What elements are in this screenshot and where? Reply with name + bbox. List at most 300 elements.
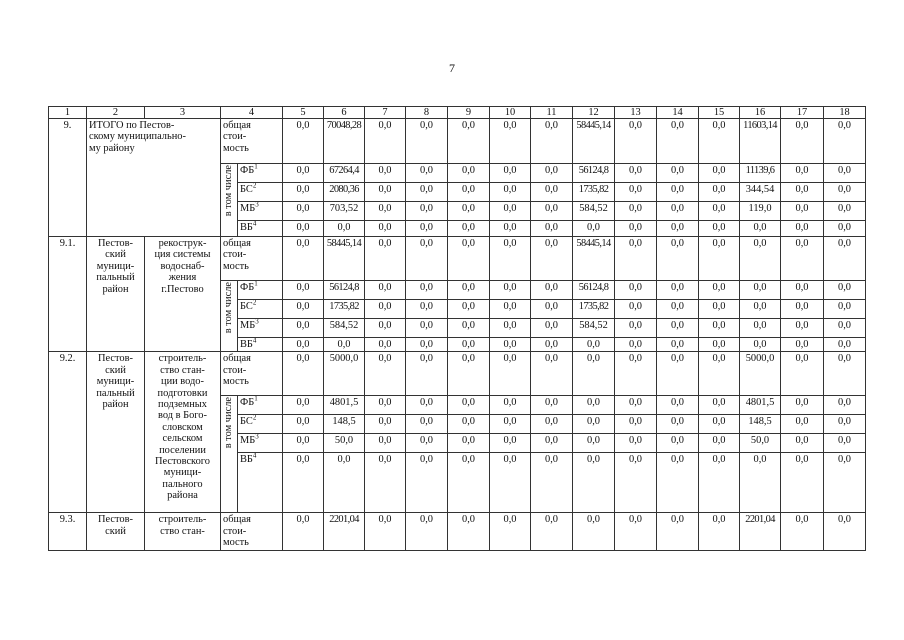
funding-value: 50,0 <box>324 434 365 453</box>
funding-value: 0,0 <box>824 434 866 453</box>
total-cost-value: 0,0 <box>824 352 866 396</box>
column-header: 13 <box>615 107 657 119</box>
funding-code-text: БС <box>240 416 253 428</box>
funding-value: 0,0 <box>365 453 406 513</box>
total-cost-value: 0,0 <box>699 119 740 164</box>
column-header: 14 <box>657 107 699 119</box>
funding-value: 0,0 <box>448 319 490 338</box>
funding-value: 0,0 <box>448 338 490 352</box>
block-9-3-total-row <box>49 513 866 550</box>
funding-value: 0,0 <box>699 202 740 221</box>
funding-value: 0,0 <box>283 396 324 415</box>
funding-value: 584,52 <box>573 202 615 221</box>
total-cost-value: 0,0 <box>824 513 866 550</box>
funding-value: 0,0 <box>699 319 740 338</box>
funding-value: 0,0 <box>324 338 365 352</box>
funding-value: 0,0 <box>490 453 531 513</box>
funding-value: 0,0 <box>490 164 531 183</box>
funding-value: 0,0 <box>824 202 866 221</box>
funding-value: 0,0 <box>615 281 657 300</box>
funding-value: 0,0 <box>283 338 324 352</box>
funding-value: 0,0 <box>531 183 573 202</box>
funding-value: 0,0 <box>781 281 824 300</box>
funding-code-text: ВБ <box>240 454 253 466</box>
funding-source-code <box>238 434 283 453</box>
column-header: 11 <box>531 107 573 119</box>
funding-source-code <box>238 221 283 237</box>
district-name: Пестов- ский муници- пальный район <box>87 352 145 513</box>
total-cost-value: 0,0 <box>406 237 448 281</box>
funding-value: 0,0 <box>448 300 490 319</box>
column-header: 7 <box>365 107 406 119</box>
total-cost-value: 0,0 <box>824 119 866 164</box>
funding-value: 0,0 <box>324 453 365 513</box>
funding-value: 0,0 <box>406 183 448 202</box>
total-cost-value: 0,0 <box>781 352 824 396</box>
funding-value: 0,0 <box>283 183 324 202</box>
funding-value: 0,0 <box>448 415 490 434</box>
funding-value: 0,0 <box>324 221 365 237</box>
total-cost-value: 0,0 <box>824 237 866 281</box>
funding-value: 0,0 <box>824 319 866 338</box>
funding-value: 0,0 <box>531 415 573 434</box>
funding-value: 0,0 <box>781 415 824 434</box>
header-row <box>49 107 866 119</box>
total-cost-value: 58445,14 <box>324 237 365 281</box>
funding-code-footnote: 4 <box>252 220 257 228</box>
total-cost-value: 0,0 <box>490 237 531 281</box>
funding-value: 0,0 <box>365 396 406 415</box>
funding-value: 0,0 <box>824 300 866 319</box>
including-text: в том числе <box>223 282 235 334</box>
funding-value: 0,0 <box>615 338 657 352</box>
total-cost-value: 0,0 <box>531 513 573 550</box>
funding-value: 0,0 <box>615 415 657 434</box>
total-cost-value: 0,0 <box>573 352 615 396</box>
funding-source-code <box>238 396 283 415</box>
funding-value: 0,0 <box>699 281 740 300</box>
funding-value: 0,0 <box>490 415 531 434</box>
funding-value: 0,0 <box>573 221 615 237</box>
funding-code-footnote: 1 <box>254 163 258 171</box>
funding-value: 0,0 <box>781 221 824 237</box>
funding-value: 0,0 <box>573 434 615 453</box>
funding-value: 0,0 <box>781 338 824 352</box>
column-header: 17 <box>781 107 824 119</box>
funding-value: 0,0 <box>824 164 866 183</box>
funding-code-text: МБ <box>240 320 256 331</box>
total-cost-value: 0,0 <box>531 119 573 164</box>
funding-value: 0,0 <box>448 453 490 513</box>
funding-source-code <box>238 164 283 183</box>
row-number: 9. <box>49 119 87 237</box>
funding-value: 0,0 <box>448 221 490 237</box>
funding-value: 0,0 <box>657 338 699 352</box>
funding-value: 0,0 <box>657 415 699 434</box>
funding-value: 50,0 <box>740 434 781 453</box>
total-cost-value: 0,0 <box>781 237 824 281</box>
funding-value: 0,0 <box>740 338 781 352</box>
funding-code-text: ФБ <box>240 165 255 176</box>
funding-value: 0,0 <box>531 202 573 221</box>
funding-value: 0,0 <box>531 164 573 183</box>
block-9-2-total-row <box>49 352 866 396</box>
funding-code-footnote: 3 <box>255 433 259 441</box>
total-cost-value: 0,0 <box>615 119 657 164</box>
funding-value: 0,0 <box>490 281 531 300</box>
total-cost-value: 0,0 <box>699 513 740 550</box>
funding-value: 0,0 <box>699 434 740 453</box>
funding-value: 56124,8 <box>573 164 615 183</box>
funding-value: 0,0 <box>490 202 531 221</box>
funding-value: 584,52 <box>324 319 365 338</box>
funding-value: 0,0 <box>824 221 866 237</box>
funding-value: 148,5 <box>324 415 365 434</box>
funding-value: 0,0 <box>490 434 531 453</box>
funding-value: 0,0 <box>657 319 699 338</box>
including-text: в том числе <box>223 165 235 217</box>
funding-code-text: МБ <box>240 203 256 214</box>
funding-value: 0,0 <box>824 338 866 352</box>
column-header: 15 <box>699 107 740 119</box>
funding-value: 0,0 <box>365 319 406 338</box>
funding-value: 0,0 <box>615 434 657 453</box>
funding-value: 0,0 <box>824 281 866 300</box>
funding-value: 0,0 <box>699 164 740 183</box>
funding-code-footnote: 2 <box>252 299 257 307</box>
column-header: 16 <box>740 107 781 119</box>
funding-value: 0,0 <box>490 396 531 415</box>
funding-value: 0,0 <box>448 281 490 300</box>
total-cost-value: 0,0 <box>531 352 573 396</box>
total-cost-value: 0,0 <box>657 119 699 164</box>
funding-value: 0,0 <box>365 338 406 352</box>
funding-value: 2080,36 <box>324 183 365 202</box>
funding-code-footnote: 4 <box>252 337 257 345</box>
total-cost-value: 0,0 <box>365 119 406 164</box>
funding-value: 0,0 <box>406 396 448 415</box>
funding-code-text: ВБ <box>240 339 253 350</box>
funding-value: 0,0 <box>406 453 448 513</box>
funding-value: 0,0 <box>699 415 740 434</box>
funding-value: 0,0 <box>781 183 824 202</box>
funding-code-footnote: 2 <box>252 182 257 190</box>
funding-value: 0,0 <box>448 202 490 221</box>
funding-value: 0,0 <box>406 319 448 338</box>
total-cost-value: 0,0 <box>448 513 490 550</box>
column-header: 10 <box>490 107 531 119</box>
total-cost-value: 0,0 <box>615 352 657 396</box>
total-cost-value: 0,0 <box>490 513 531 550</box>
funding-code-text: МБ <box>240 435 256 447</box>
total-cost-value: 0,0 <box>448 119 490 164</box>
funding-value: 0,0 <box>657 434 699 453</box>
funding-value: 0,0 <box>615 453 657 513</box>
total-cost-value: 0,0 <box>699 352 740 396</box>
funding-value: 0,0 <box>781 300 824 319</box>
total-cost-value: 0,0 <box>365 237 406 281</box>
total-cost-label: общая стои- мость <box>221 513 283 550</box>
funding-value: 0,0 <box>781 202 824 221</box>
funding-value: 0,0 <box>406 221 448 237</box>
total-cost-value: 0,0 <box>406 119 448 164</box>
total-cost-value: 0,0 <box>781 119 824 164</box>
funding-value: 0,0 <box>824 415 866 434</box>
funding-code-footnote: 4 <box>252 452 257 460</box>
funding-value: 0,0 <box>781 164 824 183</box>
funding-code-text: БС <box>240 301 253 312</box>
total-cost-value: 0,0 <box>283 119 324 164</box>
funding-value: 0,0 <box>406 415 448 434</box>
funding-value: 0,0 <box>699 338 740 352</box>
funding-value: 0,0 <box>531 434 573 453</box>
funding-code-footnote: 3 <box>255 318 259 326</box>
page-number: 7 <box>449 61 455 75</box>
including-label <box>221 164 238 237</box>
funding-value: 0,0 <box>531 319 573 338</box>
funding-value: 0,0 <box>615 396 657 415</box>
total-cost-value: 0,0 <box>740 237 781 281</box>
funding-value: 4801,5 <box>324 396 365 415</box>
funding-value: 0,0 <box>448 434 490 453</box>
total-cost-value: 0,0 <box>283 352 324 396</box>
total-cost-value: 0,0 <box>365 352 406 396</box>
district-name: ИТОГО по Пестов- скому муниципально- му району <box>87 119 221 237</box>
funding-value: 0,0 <box>657 164 699 183</box>
funding-code-text: ФБ <box>240 397 255 409</box>
district-name: Пестов- ский <box>87 513 145 550</box>
funding-value: 11139,6 <box>740 164 781 183</box>
funding-value: 0,0 <box>448 183 490 202</box>
funding-value: 0,0 <box>406 202 448 221</box>
total-cost-value: 11603,14 <box>740 119 781 164</box>
funding-value: 0,0 <box>283 415 324 434</box>
total-cost-value: 5000,0 <box>740 352 781 396</box>
funding-value: 0,0 <box>448 396 490 415</box>
funding-value: 0,0 <box>448 164 490 183</box>
column-header: 4 <box>221 107 283 119</box>
funding-value: 0,0 <box>531 281 573 300</box>
total-cost-value: 0,0 <box>406 513 448 550</box>
total-cost-value: 0,0 <box>615 237 657 281</box>
including-label <box>221 281 238 352</box>
funding-value: 0,0 <box>615 202 657 221</box>
funding-value: 0,0 <box>699 221 740 237</box>
funding-value: 344,54 <box>740 183 781 202</box>
funding-value: 0,0 <box>699 453 740 513</box>
funding-source-code <box>238 338 283 352</box>
funding-value: 4801,5 <box>740 396 781 415</box>
funding-code-footnote: 1 <box>254 395 258 403</box>
object-description: строитель- ство стан- ции водо- подготовки подземных вод в Бого- словском сельском поселении Пестовского муници- пального района <box>145 352 221 513</box>
funding-source-code <box>238 415 283 434</box>
funding-value: 148,5 <box>740 415 781 434</box>
funding-value: 0,0 <box>365 221 406 237</box>
total-cost-value: 0,0 <box>490 352 531 396</box>
column-header: 8 <box>406 107 448 119</box>
funding-value: 0,0 <box>531 300 573 319</box>
funding-value: 0,0 <box>699 300 740 319</box>
funding-value: 0,0 <box>283 221 324 237</box>
funding-value: 0,0 <box>781 434 824 453</box>
funding-value: 0,0 <box>490 221 531 237</box>
total-cost-value: 0,0 <box>657 352 699 396</box>
funding-code-footnote: 1 <box>254 280 258 288</box>
total-cost-label: общая стои- мость <box>221 119 283 164</box>
including-label <box>221 396 238 513</box>
funding-value: 0,0 <box>740 221 781 237</box>
column-header: 12 <box>573 107 615 119</box>
funding-value: 0,0 <box>531 453 573 513</box>
funding-value: 56124,8 <box>573 281 615 300</box>
funding-value: 0,0 <box>406 434 448 453</box>
funding-value: 0,0 <box>615 164 657 183</box>
funding-value: 0,0 <box>283 319 324 338</box>
total-cost-label: общая стои- мость <box>221 237 283 281</box>
funding-value: 0,0 <box>365 164 406 183</box>
funding-value: 0,0 <box>615 300 657 319</box>
funding-source-code <box>238 300 283 319</box>
funding-value: 0,0 <box>657 396 699 415</box>
funding-value: 0,0 <box>365 434 406 453</box>
column-header: 1 <box>49 107 87 119</box>
total-cost-value: 70048,28 <box>324 119 365 164</box>
funding-value: 0,0 <box>573 453 615 513</box>
funding-value: 0,0 <box>740 300 781 319</box>
column-header: 18 <box>824 107 866 119</box>
funding-value: 0,0 <box>283 300 324 319</box>
funding-value: 119,0 <box>740 202 781 221</box>
funding-value: 584,52 <box>573 319 615 338</box>
column-header: 2 <box>87 107 145 119</box>
funding-value: 0,0 <box>406 338 448 352</box>
funding-code-text: ВБ <box>240 222 253 233</box>
funding-value: 0,0 <box>615 183 657 202</box>
funding-value: 0,0 <box>824 396 866 415</box>
funding-value: 0,0 <box>365 281 406 300</box>
funding-source-code <box>238 319 283 338</box>
funding-value: 0,0 <box>573 415 615 434</box>
total-cost-value: 0,0 <box>448 352 490 396</box>
funding-value: 1735,82 <box>324 300 365 319</box>
funding-value: 0,0 <box>740 453 781 513</box>
total-cost-value: 0,0 <box>531 237 573 281</box>
funding-value: 0,0 <box>490 183 531 202</box>
funding-value: 0,0 <box>283 434 324 453</box>
row-number: 9.3. <box>49 513 87 550</box>
column-header: 5 <box>283 107 324 119</box>
total-cost-value: 2201,04 <box>740 513 781 550</box>
funding-value: 0,0 <box>490 300 531 319</box>
funding-value: 0,0 <box>781 453 824 513</box>
funding-value: 0,0 <box>365 202 406 221</box>
total-cost-value: 0,0 <box>657 513 699 550</box>
funding-code-text: ФБ <box>240 282 255 293</box>
total-cost-label: общая стои- мость <box>221 352 283 396</box>
funding-value: 703,52 <box>324 202 365 221</box>
funding-value: 0,0 <box>283 281 324 300</box>
funding-value: 56124,8 <box>324 281 365 300</box>
column-header: 9 <box>448 107 490 119</box>
total-cost-value: 58445,14 <box>573 237 615 281</box>
object-description: строитель- ство стан- <box>145 513 221 550</box>
funding-value: 0,0 <box>490 319 531 338</box>
total-cost-value: 0,0 <box>781 513 824 550</box>
total-cost-value: 0,0 <box>365 513 406 550</box>
funding-value: 0,0 <box>657 453 699 513</box>
funding-value: 0,0 <box>365 300 406 319</box>
funding-value: 0,0 <box>406 300 448 319</box>
funding-value: 0,0 <box>615 221 657 237</box>
funding-value: 0,0 <box>740 281 781 300</box>
funding-value: 0,0 <box>657 300 699 319</box>
total-cost-value: 2201,04 <box>324 513 365 550</box>
funding-value: 0,0 <box>657 281 699 300</box>
funding-value: 0,0 <box>573 338 615 352</box>
total-cost-value: 0,0 <box>283 237 324 281</box>
funding-value: 0,0 <box>657 202 699 221</box>
including-text: в том числе <box>223 397 235 449</box>
funding-source-code <box>238 202 283 221</box>
funding-value: 0,0 <box>283 453 324 513</box>
funding-value: 0,0 <box>531 221 573 237</box>
column-header: 6 <box>324 107 365 119</box>
funding-value: 1735,82 <box>573 183 615 202</box>
funding-value: 1735,82 <box>573 300 615 319</box>
total-cost-value: 0,0 <box>615 513 657 550</box>
row-number: 9.2. <box>49 352 87 513</box>
total-cost-value: 0,0 <box>657 237 699 281</box>
funding-source-code <box>238 183 283 202</box>
funding-value: 67264,4 <box>324 164 365 183</box>
funding-source-code <box>238 281 283 300</box>
funding-value: 0,0 <box>615 319 657 338</box>
funding-value: 0,0 <box>283 202 324 221</box>
row-number: 9.1. <box>49 237 87 352</box>
funding-value: 0,0 <box>657 183 699 202</box>
funding-value: 0,0 <box>781 396 824 415</box>
funding-value: 0,0 <box>531 396 573 415</box>
total-cost-value: 5000,0 <box>324 352 365 396</box>
funding-value: 0,0 <box>365 183 406 202</box>
funding-code-text: БС <box>240 184 253 195</box>
funding-value: 0,0 <box>740 319 781 338</box>
funding-value: 0,0 <box>657 221 699 237</box>
funding-value: 0,0 <box>490 338 531 352</box>
funding-value: 0,0 <box>283 164 324 183</box>
total-cost-value: 0,0 <box>699 237 740 281</box>
column-header: 3 <box>145 107 221 119</box>
funding-value: 0,0 <box>365 415 406 434</box>
funding-code-footnote: 2 <box>252 414 257 422</box>
funding-value: 0,0 <box>699 396 740 415</box>
block-9-1-total-row <box>49 237 866 281</box>
total-cost-value: 58445,14 <box>573 119 615 164</box>
funding-value: 0,0 <box>573 396 615 415</box>
total-cost-value: 0,0 <box>283 513 324 550</box>
funding-value: 0,0 <box>781 319 824 338</box>
total-cost-value: 0,0 <box>573 513 615 550</box>
funding-value: 0,0 <box>824 453 866 513</box>
funding-value: 0,0 <box>531 338 573 352</box>
funding-value: 0,0 <box>406 164 448 183</box>
block-9-total-row <box>49 119 866 164</box>
total-cost-value: 0,0 <box>406 352 448 396</box>
funding-value: 0,0 <box>406 281 448 300</box>
funding-value: 0,0 <box>699 183 740 202</box>
total-cost-value: 0,0 <box>490 119 531 164</box>
funding-code-footnote: 3 <box>255 201 259 209</box>
